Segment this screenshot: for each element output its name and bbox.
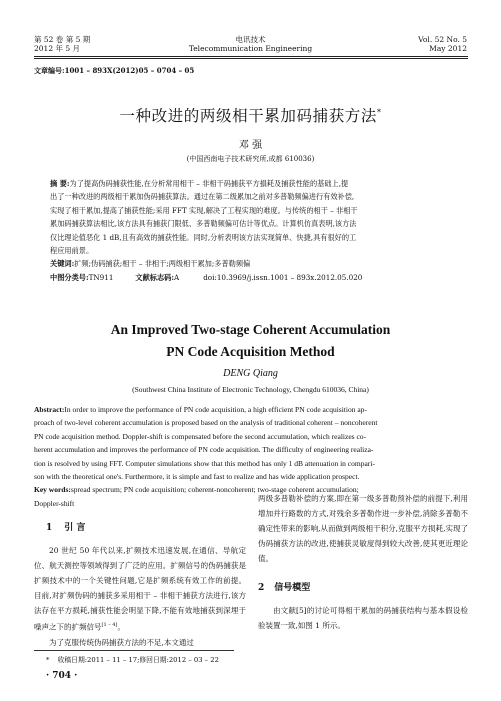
section-1-title: 引 言 (64, 523, 86, 533)
abstract-en-line: tion is resolved by using FFT. Computer simulations show that this method has only 1 dB attenuation in compari- (34, 458, 375, 468)
section-2-text: 由文献 (273, 606, 297, 615)
abstract-en-line: PN code acquisition method. Doppler-shift is compensated before the second accumulation, which realizes co- (34, 431, 367, 441)
doc-code-value: A (174, 272, 180, 282)
abstract-cn (50, 177, 470, 284)
title-en-line: PN Code Acquisition Method (166, 344, 335, 359)
section-1-number: 1 (46, 523, 53, 533)
title-footnote-mark: * (377, 107, 382, 117)
title-cn (0, 104, 501, 126)
title-en-line: An Improved Two-stage Coherent Accumulation (110, 322, 391, 337)
keywords-cn-text: 扩频;伪码捕获;相干 – 非相干;两级相干累加;多普勒频偏 (74, 259, 251, 269)
header-volume-en (418, 35, 467, 53)
abstract-en-line: herent accumulation and improves the performance of PN code acquisition. The difficulty of engineering realiza- (34, 445, 374, 455)
column-right (258, 491, 468, 633)
keywords-en-line: Doppler-shift (34, 498, 75, 508)
abstract-en-label: Abstract: (34, 405, 65, 414)
keywords-cn-label: 关键词: (50, 259, 75, 269)
section-1-paragraph-text: 20 世纪 50 年代以来,扩频技术迅速发展,在通信、导航定位、航天测控等领域得到了广泛的应用。扩频信号的伪码捕获是扩频技术中的一个关键性问题,它是扩频系统有效工作的前提。目前,对扩频伪码的捕获多采用相干 – 非相干捕获方法进行,该方法存在平方损耗,捕获性能会明显下降,不能有效地捕获到深埋于噪声之下的扩频信号 (34, 546, 246, 632)
doi: doi:10.3969/j.issn.1001 – 893x.2012.05.020 (203, 272, 363, 282)
abstract-en-line-text: In order to improve the performance of PN code acquisition, a high efficient PN code acquisition ap- (64, 405, 367, 414)
title-en (0, 319, 501, 363)
doc-code-label: 文献标志码: (135, 272, 174, 282)
page-number: · 704 · (46, 671, 78, 681)
article-number: 文章编号:1001 – 893X(2012)05 – 0704 – 05 (34, 66, 195, 75)
footnote-rule (34, 650, 234, 651)
section-1-paragraph-2: 为了克服传统伪码捕获方法的不足,本文通过 (49, 637, 194, 647)
abstract-en-line: son with the theoretical one's. Furthermore, it is simple and fast to realize and has wide application prospect. (34, 472, 360, 482)
abstract-cn-line: 实现了相干累加,提高了捕获性能;采用 FFT 实现,解决了工程实现的难度。与传统的相干 – 非相干 (50, 205, 358, 215)
title-cn-text: 一种改进的两级相干累加码捕获方法 (119, 107, 377, 125)
header-rule-bottom (34, 58, 468, 59)
footnote-text: 收稿日期:2011 – 11 – 17;修回日期:2012 – 03 – 22 (57, 656, 219, 664)
citation: [1 – 4] (101, 622, 118, 628)
abstract-cn-line: 程应用前景。 (50, 246, 94, 256)
citation: [5] (296, 606, 307, 615)
footnote (46, 655, 219, 665)
clc-label: 中图分类号: (50, 272, 89, 282)
affiliation-cn: (中国西南电子技术研究所,成都 610036) (186, 155, 315, 163)
volume-en: Vol. 52 No. 5 (418, 35, 467, 44)
keywords-en-label: Key words: (34, 485, 71, 495)
section-2-text: 的讨论可得相干累加的码捕获结构与基本假设检验装置一致,如图 1 所示。 (258, 606, 468, 630)
date-en: May 2012 (429, 44, 467, 53)
abstract-en-line (34, 403, 474, 416)
abstract-cn-line (50, 177, 470, 190)
section-1 (34, 520, 246, 650)
affiliation-en: (Southwest China Institute of Electronic Technology, Chengdu 610036, China) (132, 385, 369, 394)
abstract-en-line: proach of two-level coherent accumulation is proposed based on the analysis of traditional coherent – noncoherent (34, 418, 378, 428)
abstract-cn-line: 累加码捕获算法相比,该方法具有捕获门限低、多普勒频偏可估计等优点。计算机仿真表明,该方法 (50, 219, 357, 229)
section-2-number: 2 (258, 583, 265, 593)
volume-cn: 第 52 卷 第 5 期 (34, 35, 91, 44)
abstract-cn-line-text: 为了提高伪码捕获性能,在分析常用相干 – 非相干码捕获平方損耗及捕获性能的基础上,提 (69, 179, 349, 188)
keywords-cn (50, 257, 470, 270)
header-rule-top (34, 56, 468, 57)
punctuation: 。 (117, 622, 125, 632)
date-cn: 2012 年 5 月 (34, 44, 81, 53)
abstract-cn-line: 仅比理论值恶化 1 dB,且有高效的捕获性能。同时,分析表明该方法实现简单、快捷,具有很好的工 (50, 232, 357, 242)
section-1-paragraph (34, 543, 246, 635)
author-cn: 邓 强 (238, 140, 263, 151)
section-2-title: 信号模型 (274, 583, 311, 593)
section-2-heading (258, 580, 468, 593)
section-1-heading (46, 520, 246, 533)
clc-value: TN911 (88, 272, 114, 282)
section-2-paragraph (258, 603, 468, 633)
abstract-cn-line: 出了一种改进的两级相干累加伪码捕获算法。通过在第二级累加之前对多普勒频偏进行有效补偿, (50, 192, 355, 202)
classification-cn (50, 271, 470, 284)
abstract-cn-label: 摘 要: (50, 179, 70, 188)
author-en: DENG Qiang (223, 368, 278, 379)
journal-name-cn: 电讯技术 (235, 35, 266, 44)
keywords-en-text: spread spectrum; PN code acquisition; coherent-noncoherent; two-stage coherent accumulation; (70, 485, 359, 495)
journal-name-en: Telecommunication Engineering (188, 44, 313, 53)
column-right-paragraph: 两级多普勒补偿的方案,即在第一级多普勒预补偿的前提下,利用增加并行路数的方式,对残余多普勒作进一步补偿,消除多普勒不确定性带来的影响,从而做到两级相干积分,克服平方损耗,实现了伪码捕获方法的改进,使捕获灵敏度得到较大改善,使其更近理论值。 (258, 494, 468, 563)
footnote-mark: * (46, 656, 50, 664)
